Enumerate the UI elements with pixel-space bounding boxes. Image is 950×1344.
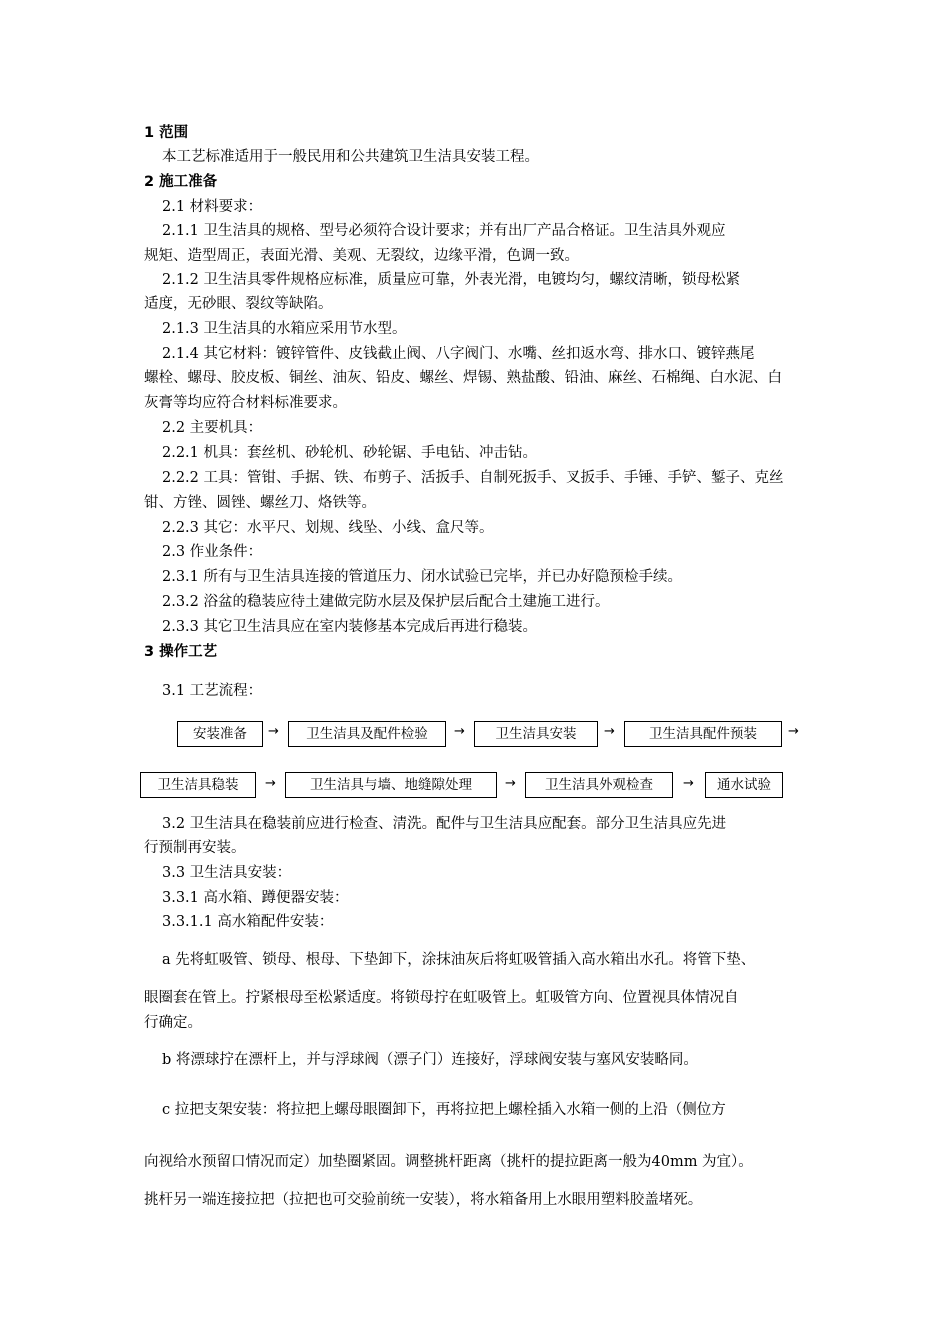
flow-step: 卫生洁具及配件检验 (288, 721, 446, 747)
paragraph-line: 适度，无砂眼、裂纹等缺陷。 (144, 296, 333, 312)
paragraph-line: 3.3 卫生洁具安装： (162, 865, 292, 881)
paragraph-line: 3.2 卫生洁具在稳装前应进行检查、清洗。配件与卫生洁具应配套。部分卫生洁具应先进 (162, 816, 727, 832)
paragraph-line: 2.2.3 其它：水平尺、划规、线坠、小线、盒尺等。 (162, 520, 494, 536)
paragraph-line: 2.2.1 机具：套丝机、砂轮机、砂轮锯、手电钻、冲击钻。 (162, 445, 538, 461)
flow-step: 卫生洁具安装 (474, 721, 598, 747)
flow-step: 卫生洁具配件预装 (624, 721, 782, 747)
paragraph-line: 本工艺标准适用于一般民用和公共建筑卫生洁具安装工程。 (162, 149, 539, 165)
paragraph-line: 螺栓、螺母、胶皮板、铜丝、油灰、铅皮、螺丝、焊锡、熟盐酸、铅油、麻丝、石棉绳、白水泥、白 (144, 370, 782, 386)
paragraph-line: 挑杆另一端连接拉把（拉把也可交验前统一安装），将水箱备用上水眼用塑料胶盖堵死。 (144, 1192, 703, 1208)
flow-arrow: → (505, 776, 516, 791)
paragraph-line: 2.3 作业条件： (162, 544, 263, 560)
paragraph-line: 2.2.2 工具：管钳、手据、铁、布剪子、活扳手、自制死扳手、叉扳手、手锤、手铲、錾子、克丝 (162, 470, 784, 486)
paragraph-line: 2.1.2 卫生洁具零件规格应标准，质量应可靠，外表光滑，电镀均匀，螺纹清晰，锁母松紧 (162, 272, 740, 288)
flow-arrow: → (454, 724, 465, 739)
paragraph-line: 2.3.3 其它卫生洁具应在室内装修基本完成后再进行稳装。 (162, 619, 538, 635)
paragraph-line: 3.3.1.1 高水箱配件安装： (162, 914, 334, 930)
section-heading: 2 施工准备 (144, 174, 218, 190)
paragraph-line: a 先将虹吸管、锁母、根母、下垫卸下，涂抹油灰后将虹吸管插入高水箱出水孔。将管下垫、 (162, 952, 756, 968)
paragraph-line: 2.1.3 卫生洁具的水箱应采用节水型。 (162, 321, 407, 337)
paragraph-line: 2.3.2 浴盆的稳装应待土建做完防水层及保护层后配合土建施工进行。 (162, 594, 610, 610)
paragraph-line: 2.1.1 卫生洁具的规格、型号必须符合设计要求；并有出厂产品合格证。卫生洁具外观应 (162, 223, 726, 239)
flow-step: 通水试验 (705, 772, 783, 798)
paragraph-line: 规矩、造型周正，表面光滑、美观、无裂纹，边缘平滑，色调一致。 (144, 248, 579, 264)
paragraph-line: 2.1.4 其它材料：镀锌管件、皮钱截止阀、八字阀门、水嘴、丝扣返水弯、排水口、镀锌燕尾 (162, 346, 755, 362)
paragraph-line: 灰膏等均应符合材料标准要求。 (144, 395, 347, 411)
paragraph-line: 钳、方锉、圆锉、螺丝刀、烙铁等。 (144, 495, 376, 511)
flow-arrow: → (268, 724, 279, 739)
flow-step: 卫生洁具稳装 (140, 772, 256, 798)
paragraph-line: 眼圈套在管上。拧紧根母至松紧适度。将锁母拧在虹吸管上。虹吸管方向、位置视具体情况自 (144, 990, 739, 1006)
paragraph-line: b 将漂球拧在漂杆上，并与浮球阀（漂子门）连接好，浮球阀安装与塞风安装略同。 (162, 1052, 698, 1068)
flow-arrow: → (604, 724, 615, 739)
paragraph-line: 向视给水预留口情况而定）加垫圈紧固。调整挑杆距离（挑杆的提拉距离一般为40mm 为宜）。 (144, 1154, 753, 1170)
paragraph-line: 2.2 主要机具： (162, 420, 263, 436)
section-heading: 1 范围 (144, 125, 189, 141)
paragraph-line: 行确定。 (144, 1015, 202, 1031)
paragraph-line: 3.3.1 高水箱、蹲便器安装： (162, 890, 349, 906)
paragraph-line: 行预制再安装。 (144, 840, 246, 856)
paragraph-line: 2.1 材料要求： (162, 199, 263, 215)
flow-step: 卫生洁具外观检查 (525, 772, 673, 798)
flow-arrow: → (265, 776, 276, 791)
flow-arrow: → (788, 724, 799, 739)
flow-step: 卫生洁具与墙、地缝隙处理 (285, 772, 497, 798)
flow-step: 安装准备 (177, 721, 263, 747)
paragraph-line: 3.1 工艺流程： (162, 683, 263, 699)
flow-arrow: → (683, 776, 694, 791)
section-heading: 3 操作工艺 (144, 644, 218, 660)
paragraph-line: c 拉把支架安装：将拉把上螺母眼圈卸下，再将拉把上螺栓插入水箱一侧的上沿（侧位方 (162, 1102, 726, 1118)
paragraph-line: 2.3.1 所有与卫生洁具连接的管道压力、闭水试验已完毕，并已办好隐预检手续。 (162, 569, 683, 585)
